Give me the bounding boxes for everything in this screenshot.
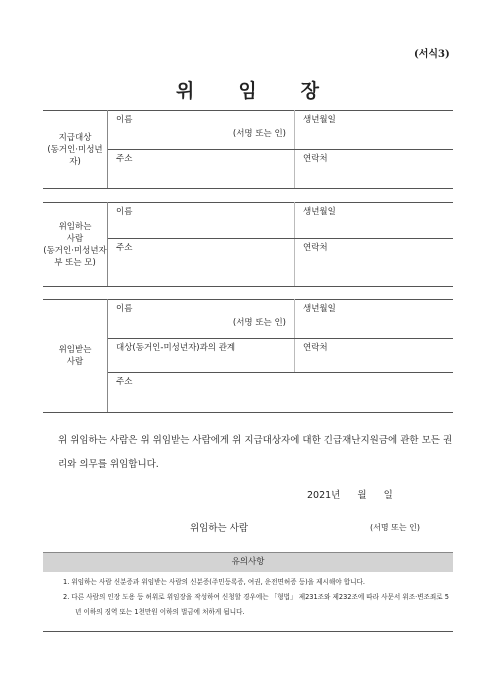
recipient-contact-field[interactable]: 연락처 (295, 150, 454, 189)
recipient-header: 지급대상 (동거인·미성년자) (43, 111, 108, 189)
notes-list (43, 575, 453, 630)
page-title (0, 76, 495, 103)
recipient-birth-field[interactable]: 생년월일 (295, 111, 454, 150)
delegate-birth-field[interactable]: 생년월일 (295, 300, 454, 339)
delegate-section (43, 299, 453, 413)
recipient-name-field[interactable]: 이름 (서명 또는 인) (108, 111, 295, 150)
signature-note: (서명 또는 인) (232, 318, 286, 328)
delegator-address-field[interactable]: 주소 (108, 239, 295, 287)
delegator-name-field[interactable]: 이름 (108, 203, 295, 239)
signer-label: 위임하는 사람 (190, 523, 249, 534)
note-item: 2. 다른 사람의 인장 도용 등 허위로 위임장을 작성하여 신청할 경우에는 「형법」 제231조와 제232조에 따라 사문서 위조·변조죄로 5년 이하의 징역 또는 1천만원 이하의 벌금에 처하게 됩니다. (63, 593, 449, 616)
delegate-name-field[interactable]: 이름 (서명 또는 인) (108, 300, 295, 339)
form-number: (서식3) (414, 49, 450, 60)
delegate-address-field[interactable]: 주소 (108, 373, 454, 413)
delegate-contact-field[interactable]: 연락처 (295, 339, 454, 373)
notes-divider (43, 631, 453, 632)
delegation-statement: 위 위임하는 사람은 위 위임받는 사람에게 위 지급대상자에 대한 긴급재난지원금에 관한 모든 권리와 의무를 위임합니다. (58, 435, 453, 470)
delegate-relation-field[interactable]: 대상(동거인-미성년자)과의 관계 (108, 339, 295, 373)
recipient-section (43, 110, 453, 189)
signature-note: (서명 또는 인) (232, 129, 286, 139)
delegate-header: 위임받는 사람 (43, 300, 108, 413)
date-line[interactable]: 2021년 월 일 (307, 490, 393, 501)
delegator-contact-field[interactable]: 연락처 (295, 239, 454, 287)
delegator-birth-field[interactable]: 생년월일 (295, 203, 454, 239)
notes-title: 유의사항 (43, 552, 453, 572)
title-char: 위 (175, 80, 195, 102)
delegator-header: 위임하는 사람 (동거인·미성년자 부 또는 모) (43, 203, 108, 287)
recipient-address-field[interactable]: 주소 (108, 150, 295, 189)
signer-signature-note[interactable]: (서명 또는 인) (370, 523, 420, 532)
title-char: 임 (238, 80, 257, 102)
delegator-section (43, 202, 453, 287)
note-item: 1. 위임하는 사람 신분증과 위임받는 사람의 신분증(주민등록증, 여권, 운전면허증 등)을 제시해야 합니다. (63, 578, 365, 586)
title-char: 장 (300, 80, 320, 102)
